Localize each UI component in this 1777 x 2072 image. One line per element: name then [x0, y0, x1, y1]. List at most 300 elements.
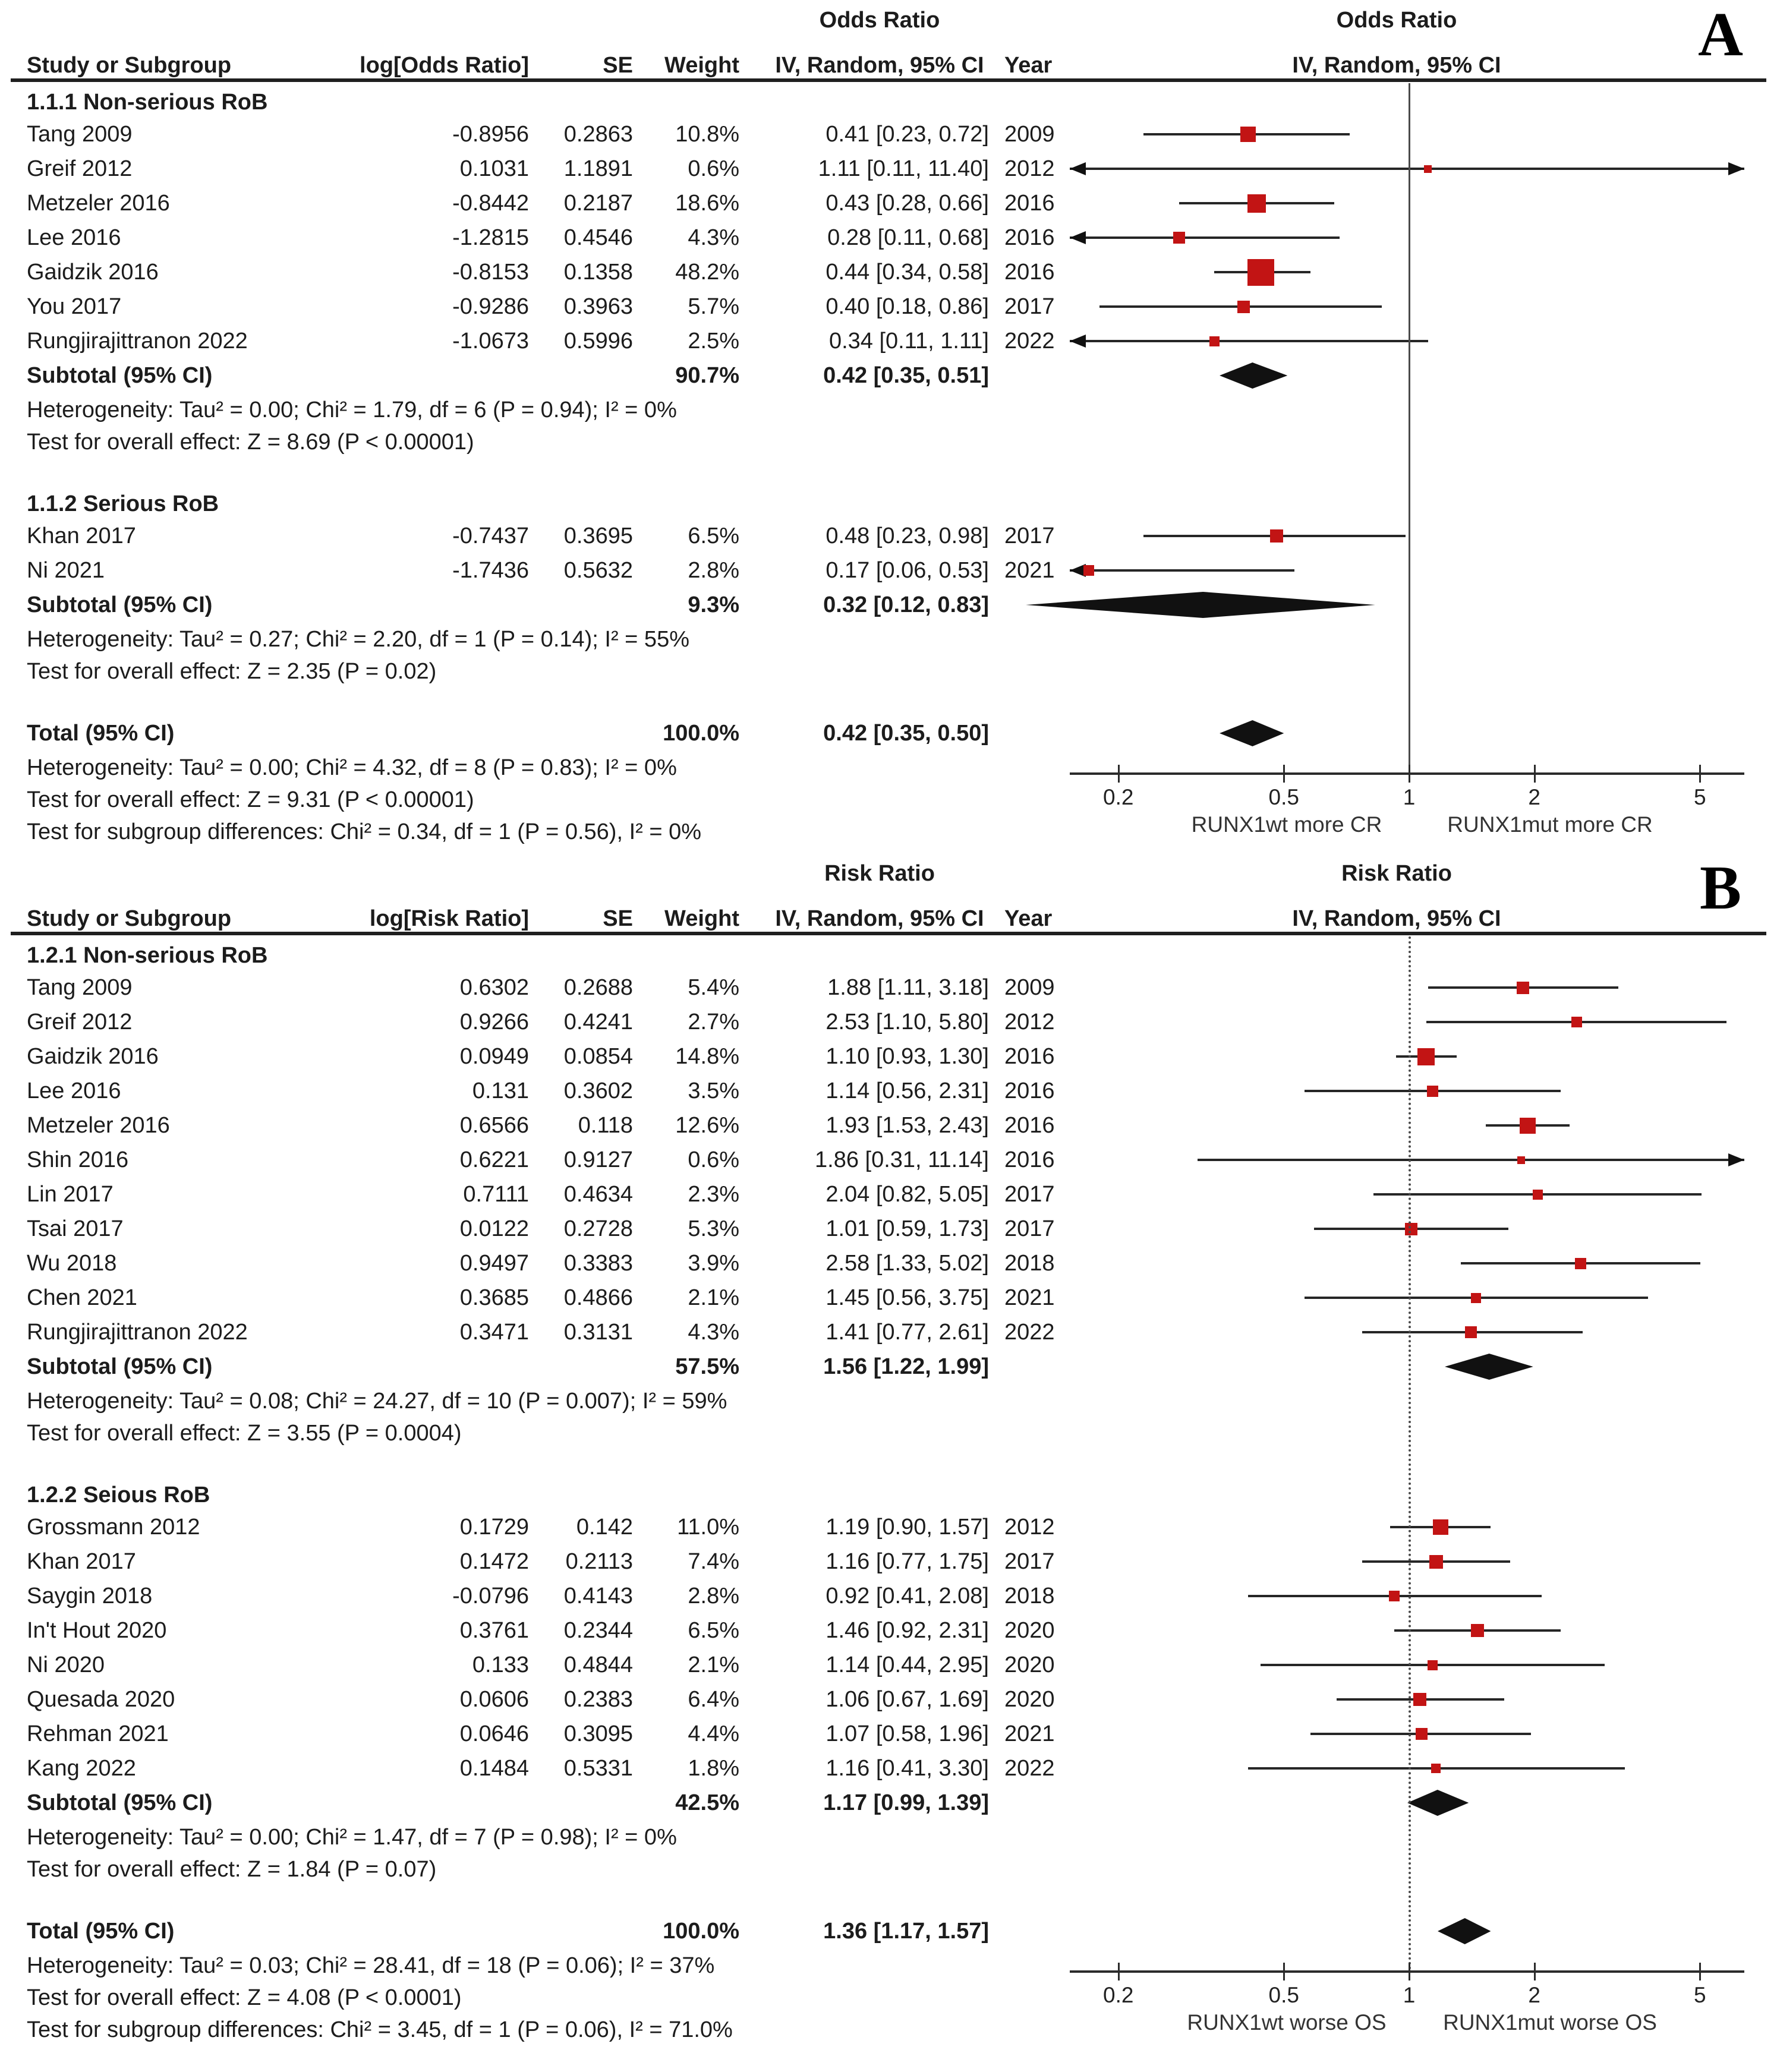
se-value: 0.5331	[563, 1756, 633, 1781]
year-value: 2016	[1004, 1044, 1055, 1069]
weight-value: 2.1%	[688, 1652, 739, 1677]
col-header-log: log[Risk Ratio]	[369, 906, 529, 931]
subgroup-differences-line: Test for subgroup differences: Chi² = 3.45, df = 1 (P = 0.06), I² = 71.0%	[27, 2017, 733, 2042]
ci-value: 0.28 [0.11, 0.68]	[827, 225, 989, 250]
se-value: 0.3131	[563, 1320, 633, 1345]
effect-marker	[1517, 1156, 1525, 1164]
x-axis	[1070, 772, 1744, 775]
weight-value: 2.1%	[688, 1285, 739, 1310]
weight-value: 12.6%	[675, 1113, 739, 1138]
x-axis-tick	[1534, 765, 1536, 783]
weight-value: 10.8%	[675, 122, 739, 147]
study-label: Grossmann 2012	[27, 1515, 200, 1540]
ci-value: 0.44 [0.34, 0.58]	[826, 260, 989, 285]
study-label: Chen 2021	[27, 1285, 137, 1310]
ci-value: 1.46 [0.92, 2.31]	[826, 1618, 989, 1643]
year-value: 2016	[1004, 225, 1055, 250]
ci-value: 2.58 [1.33, 5.02]	[826, 1251, 989, 1276]
study-label: Ni 2020	[27, 1652, 105, 1677]
x-axis-tick-label: 2	[1528, 1983, 1541, 2007]
weight-value: 14.8%	[675, 1044, 739, 1069]
col-header-weight: Weight	[664, 53, 739, 78]
effect-marker	[1571, 1017, 1582, 1027]
se-value: 0.2688	[563, 975, 633, 1000]
year-value: 2016	[1004, 191, 1055, 216]
overall-effect-line: Test for overall effect: Z = 3.55 (P = 0.0004)	[27, 1421, 462, 1446]
weight-value: 7.4%	[688, 1549, 739, 1574]
col-header-ci-plot: IV, Random, 95% CI	[1292, 906, 1501, 931]
study-label: Subtotal (95% CI)	[27, 1790, 213, 1815]
x-axis-tick	[1699, 765, 1701, 783]
study-label: Greif 2012	[27, 1010, 133, 1035]
study-label: Ni 2021	[27, 558, 105, 583]
log-value: -0.9286	[452, 294, 529, 319]
ci-value: 1.06 [0.67, 1.69]	[826, 1687, 989, 1712]
x-axis-tick	[1118, 1963, 1120, 1980]
weight-value: 2.8%	[688, 1584, 739, 1609]
x-axis-tick	[1409, 765, 1410, 783]
effect-marker	[1209, 336, 1220, 346]
year-value: 2017	[1004, 1549, 1055, 1574]
log-value: -0.8956	[452, 122, 529, 147]
se-value: 0.2344	[563, 1618, 633, 1643]
ci-value: 1.14 [0.56, 2.31]	[826, 1078, 989, 1103]
weight-value: 100.0%	[663, 1919, 739, 1944]
study-label: Gaidzik 2016	[27, 1044, 159, 1069]
arrow-right-icon	[1728, 162, 1744, 175]
year-value: 2020	[1004, 1652, 1055, 1677]
study-label: Khan 2017	[27, 523, 136, 548]
effect-marker	[1247, 259, 1274, 286]
year-value: 2016	[1004, 260, 1055, 285]
log-value: 0.7111	[463, 1182, 529, 1207]
ci-value: 0.42 [0.35, 0.50]	[823, 721, 989, 746]
se-value: 0.0854	[563, 1044, 633, 1069]
effect-marker	[1517, 982, 1529, 994]
study-label: Rungjirajittranon 2022	[27, 329, 248, 354]
se-value: 1.1891	[563, 156, 633, 181]
x-axis-tick	[1283, 765, 1285, 783]
null-effect-line	[1409, 936, 1411, 1970]
pooled-diamond	[1026, 592, 1375, 618]
header-rule	[11, 78, 1766, 82]
weight-value: 4.4%	[688, 1721, 739, 1746]
effect-marker	[1431, 1764, 1441, 1773]
effect-marker	[1237, 301, 1250, 313]
weight-value: 4.3%	[688, 225, 739, 250]
weight-value: 6.5%	[688, 523, 739, 548]
group-header: 1.2.2 Seious RoB	[27, 1483, 210, 1508]
weight-value: 100.0%	[663, 721, 739, 746]
ci-value: 1.17 [0.99, 1.39]	[823, 1790, 989, 1815]
x-axis-tick-label: 0.2	[1103, 1983, 1134, 2007]
weight-value: 48.2%	[675, 260, 739, 285]
study-label: Lin 2017	[27, 1182, 114, 1207]
se-value: 0.5632	[563, 558, 633, 583]
weight-value: 11.0%	[677, 1515, 739, 1540]
ci-value: 1.14 [0.44, 2.95]	[826, 1652, 989, 1677]
col-header-se: SE	[603, 906, 633, 931]
se-value: 0.3602	[563, 1078, 633, 1103]
arrow-left-icon	[1070, 162, 1086, 175]
pooled-diamond	[1445, 1354, 1533, 1380]
group-header: 1.1.1 Non-serious RoB	[27, 90, 268, 115]
effect-marker	[1465, 1326, 1477, 1338]
ci-line	[1198, 1159, 1744, 1161]
study-label: Subtotal (95% CI)	[27, 592, 213, 617]
se-value: 0.4844	[563, 1652, 633, 1677]
ci-value: 0.43 [0.28, 0.66]	[826, 191, 989, 216]
heterogeneity-line: Heterogeneity: Tau² = 0.00; Chi² = 1.79, df = 6 (P = 0.94); I² = 0%	[27, 398, 677, 422]
panel-letter: A	[1698, 0, 1743, 69]
x-axis-tick-label: 2	[1528, 785, 1541, 809]
total-heterogeneity-line: Heterogeneity: Tau² = 0.03; Chi² = 28.41, df = 18 (P = 0.06); I² = 37%	[27, 1953, 715, 1978]
study-label: You 2017	[27, 294, 122, 319]
ci-value: 0.32 [0.12, 0.83]	[823, 592, 989, 617]
year-value: 2018	[1004, 1251, 1055, 1276]
ci-value: 1.10 [0.93, 1.30]	[826, 1044, 989, 1069]
arrow-left-icon	[1070, 231, 1086, 244]
log-value: -0.8153	[452, 260, 529, 285]
forest-panel-a	[0, 0, 1777, 847]
study-label: Metzeler 2016	[27, 191, 170, 216]
se-value: 0.2113	[565, 1549, 633, 1574]
year-value: 2022	[1004, 329, 1055, 354]
effect-marker	[1533, 1190, 1543, 1200]
col-header-ci: IV, Random, 95% CI	[775, 906, 984, 931]
x-axis-tick-label: 5	[1693, 1983, 1706, 2007]
arrow-right-icon	[1728, 1153, 1744, 1166]
weight-value: 5.7%	[688, 294, 739, 319]
log-value: -0.8442	[452, 191, 529, 216]
col-header-se: SE	[603, 53, 633, 78]
study-label: Lee 2016	[27, 225, 121, 250]
se-value: 0.4241	[563, 1010, 633, 1035]
axis-right-direction-label: RUNX1mut worse OS	[1443, 2010, 1657, 2035]
effect-title-plot-column: Odds Ratio	[1336, 8, 1457, 33]
ci-value: 1.19 [0.90, 1.57]	[826, 1515, 989, 1540]
ci-value: 0.42 [0.35, 0.51]	[823, 363, 989, 388]
axis-right-direction-label: RUNX1mut more CR	[1447, 812, 1653, 837]
effect-marker	[1270, 529, 1283, 543]
x-axis-tick	[1534, 1963, 1536, 1980]
study-label: Gaidzik 2016	[27, 260, 159, 285]
log-value: 0.1729	[459, 1515, 529, 1540]
se-value: 0.3095	[563, 1721, 633, 1746]
se-value: 0.1358	[563, 260, 633, 285]
study-label: Total (95% CI)	[27, 721, 175, 746]
log-value: 0.6221	[459, 1147, 529, 1172]
x-axis-tick	[1699, 1963, 1701, 1980]
weight-value: 2.7%	[688, 1010, 739, 1035]
study-label: Shin 2016	[27, 1147, 129, 1172]
weight-value: 3.9%	[688, 1251, 739, 1276]
year-value: 2017	[1004, 1216, 1055, 1241]
log-value: 0.3685	[459, 1285, 529, 1310]
arrow-left-icon	[1070, 335, 1086, 348]
weight-value: 2.8%	[688, 558, 739, 583]
study-label: Kang 2022	[27, 1756, 136, 1781]
se-value: 0.2863	[563, 122, 633, 147]
x-axis-tick-label: 0.5	[1268, 1983, 1299, 2007]
study-label: Quesada 2020	[27, 1687, 175, 1712]
study-label: Lee 2016	[27, 1078, 121, 1103]
weight-value: 18.6%	[675, 191, 739, 216]
study-label: Tang 2009	[27, 975, 133, 1000]
se-value: 0.142	[576, 1515, 633, 1540]
forest-panel-b	[0, 847, 1777, 2072]
study-label: Rehman 2021	[27, 1721, 169, 1746]
log-value: 0.6302	[459, 975, 529, 1000]
study-label: Saygin 2018	[27, 1584, 153, 1609]
ci-value: 0.40 [0.18, 0.86]	[826, 294, 989, 319]
year-value: 2016	[1004, 1078, 1055, 1103]
x-axis-tick-label: 1	[1403, 785, 1416, 809]
se-value: 0.4866	[563, 1285, 633, 1310]
se-value: 0.2728	[563, 1216, 633, 1241]
weight-value: 4.3%	[688, 1320, 739, 1345]
col-header-year: Year	[1004, 53, 1053, 78]
weight-value: 3.5%	[688, 1078, 739, 1103]
ci-line	[1070, 168, 1744, 170]
weight-value: 5.4%	[688, 975, 739, 1000]
x-axis-tick-label: 1	[1403, 1983, 1416, 2007]
overall-effect-line: Test for overall effect: Z = 2.35 (P = 0.02)	[27, 659, 437, 684]
study-label: Greif 2012	[27, 156, 133, 181]
log-value: 0.131	[472, 1078, 529, 1103]
pooled-diamond	[1220, 362, 1287, 389]
ci-value: 1.86 [0.31, 11.14]	[815, 1147, 989, 1172]
weight-value: 2.5%	[688, 329, 739, 354]
log-value: 0.0122	[459, 1216, 529, 1241]
log-value: 0.0606	[459, 1687, 529, 1712]
ci-value: 1.16 [0.41, 3.30]	[826, 1756, 989, 1781]
col-header-ci: IV, Random, 95% CI	[775, 53, 984, 78]
study-label: Subtotal (95% CI)	[27, 363, 213, 388]
effect-title-plot-column: Risk Ratio	[1341, 861, 1452, 886]
year-value: 2017	[1004, 1182, 1055, 1207]
year-value: 2017	[1004, 523, 1055, 548]
weight-value: 6.5%	[688, 1618, 739, 1643]
year-value: 2018	[1004, 1584, 1055, 1609]
study-label: Tsai 2017	[27, 1216, 124, 1241]
ci-value: 0.17 [0.06, 0.53]	[826, 558, 989, 583]
year-value: 2020	[1004, 1618, 1055, 1643]
se-value: 0.4634	[563, 1182, 633, 1207]
study-label: Metzeler 2016	[27, 1113, 170, 1138]
weight-value: 6.4%	[688, 1687, 739, 1712]
col-header-log: log[Odds Ratio]	[360, 53, 529, 78]
year-value: 2009	[1004, 975, 1055, 1000]
weight-value: 90.7%	[675, 363, 739, 388]
effect-title-text-column: Risk Ratio	[824, 861, 935, 886]
se-value: 0.3695	[563, 523, 633, 548]
log-value: 0.133	[472, 1652, 529, 1677]
log-value: 0.9497	[459, 1251, 529, 1276]
col-header-study: Study or Subgroup	[27, 53, 232, 78]
study-label: Wu 2018	[27, 1251, 117, 1276]
group-header: 1.2.1 Non-serious RoB	[27, 943, 268, 968]
weight-value: 57.5%	[675, 1354, 739, 1379]
subgroup-differences-line: Test for subgroup differences: Chi² = 0.34, df = 1 (P = 0.56), I² = 0%	[27, 819, 702, 844]
study-label: Tang 2009	[27, 122, 133, 147]
se-value: 0.2187	[563, 191, 633, 216]
effect-marker	[1433, 1519, 1448, 1535]
pooled-diamond	[1407, 1790, 1469, 1816]
ci-value: 2.04 [0.82, 5.05]	[826, 1182, 989, 1207]
log-value: 0.9266	[459, 1010, 529, 1035]
group-header: 1.1.2 Serious RoB	[27, 491, 219, 516]
se-value: 0.118	[578, 1113, 633, 1138]
heterogeneity-line: Heterogeneity: Tau² = 0.08; Chi² = 24.27, df = 10 (P = 0.007); I² = 59%	[27, 1389, 727, 1414]
ci-line	[1070, 340, 1428, 342]
year-value: 2021	[1004, 1721, 1055, 1746]
weight-value: 5.3%	[688, 1216, 739, 1241]
year-value: 2009	[1004, 122, 1055, 147]
ci-value: 1.56 [1.22, 1.99]	[823, 1354, 989, 1379]
se-value: 0.2383	[563, 1687, 633, 1712]
weight-value: 1.8%	[688, 1756, 739, 1781]
log-value: 0.3471	[459, 1320, 529, 1345]
weight-value: 2.3%	[688, 1182, 739, 1207]
year-value: 2022	[1004, 1320, 1055, 1345]
pooled-diamond	[1220, 720, 1284, 746]
ci-value: 0.48 [0.23, 0.98]	[826, 523, 989, 548]
ci-line	[1070, 569, 1294, 572]
study-label: Rungjirajittranon 2022	[27, 1320, 248, 1345]
se-value: 0.5996	[563, 329, 633, 354]
year-value: 2016	[1004, 1113, 1055, 1138]
log-value: 0.0646	[459, 1721, 529, 1746]
panel-letter: B	[1699, 853, 1742, 922]
effect-marker	[1429, 1555, 1443, 1569]
se-value: 0.4143	[563, 1584, 633, 1609]
ci-value: 1.16 [0.77, 1.75]	[826, 1549, 989, 1574]
axis-left-direction-label: RUNX1wt worse OS	[1187, 2010, 1387, 2035]
ci-value: 0.41 [0.23, 0.72]	[826, 122, 989, 147]
log-value: 0.6566	[459, 1113, 529, 1138]
year-value: 2016	[1004, 1147, 1055, 1172]
effect-marker	[1247, 194, 1266, 213]
year-value: 2012	[1004, 156, 1055, 181]
se-value: 0.9127	[563, 1147, 633, 1172]
effect-marker	[1428, 1660, 1438, 1670]
effect-marker	[1427, 1086, 1438, 1097]
ci-value: 1.93 [1.53, 2.43]	[826, 1113, 989, 1138]
weight-value: 42.5%	[675, 1790, 739, 1815]
x-axis-tick	[1283, 1963, 1285, 1980]
effect-marker	[1417, 1048, 1435, 1065]
year-value: 2022	[1004, 1756, 1055, 1781]
effect-marker	[1471, 1293, 1481, 1303]
ci-line	[1070, 236, 1340, 239]
effect-marker	[1083, 565, 1094, 576]
effect-marker	[1405, 1223, 1417, 1235]
heterogeneity-line: Heterogeneity: Tau² = 0.00; Chi² = 1.47, df = 7 (P = 0.98); I² = 0%	[27, 1825, 677, 1850]
log-value: 0.0949	[459, 1044, 529, 1069]
ci-value: 2.53 [1.10, 5.80]	[826, 1010, 989, 1035]
heterogeneity-line: Heterogeneity: Tau² = 0.27; Chi² = 2.20, df = 1 (P = 0.14); I² = 55%	[27, 627, 689, 652]
x-axis-tick	[1409, 1963, 1410, 1980]
year-value: 2021	[1004, 1285, 1055, 1310]
effect-marker	[1416, 1728, 1428, 1740]
total-overall-effect-line: Test for overall effect: Z = 9.31 (P < 0.00001)	[27, 787, 474, 812]
log-value: 0.1472	[459, 1549, 529, 1574]
total-heterogeneity-line: Heterogeneity: Tau² = 0.00; Chi² = 4.32, df = 8 (P = 0.83); I² = 0%	[27, 755, 677, 780]
effect-marker	[1424, 165, 1432, 173]
year-value: 2017	[1004, 294, 1055, 319]
overall-effect-line: Test for overall effect: Z = 8.69 (P < 0.00001)	[27, 430, 474, 455]
col-header-year: Year	[1004, 906, 1053, 931]
study-label: Subtotal (95% CI)	[27, 1354, 213, 1379]
ci-value: 1.88 [1.11, 3.18]	[827, 975, 989, 1000]
effect-marker	[1575, 1258, 1586, 1269]
weight-value: 0.6%	[688, 156, 739, 181]
log-value: -1.2815	[452, 225, 529, 250]
ci-value: 1.36 [1.17, 1.57]	[823, 1919, 989, 1944]
log-value: -1.7436	[452, 558, 529, 583]
x-axis-tick	[1118, 765, 1120, 783]
year-value: 2021	[1004, 558, 1055, 583]
log-value: -0.7437	[452, 523, 529, 548]
effect-marker	[1413, 1693, 1426, 1706]
study-label: Khan 2017	[27, 1549, 136, 1574]
x-axis-tick-label: 0.5	[1268, 785, 1299, 809]
ci-value: 0.92 [0.41, 2.08]	[826, 1584, 989, 1609]
se-value: 0.4546	[563, 225, 633, 250]
effect-title-text-column: Odds Ratio	[819, 8, 940, 33]
total-overall-effect-line: Test for overall effect: Z = 4.08 (P < 0.0001)	[27, 1985, 462, 2010]
effect-marker	[1520, 1118, 1536, 1134]
ci-value: 1.41 [0.77, 2.61]	[826, 1320, 989, 1345]
year-value: 2020	[1004, 1687, 1055, 1712]
effect-marker	[1389, 1591, 1400, 1601]
x-axis-tick-label: 5	[1693, 785, 1706, 809]
pooled-diamond	[1438, 1918, 1491, 1944]
log-value: 0.3761	[459, 1618, 529, 1643]
ci-value: 1.11 [0.11, 11.40]	[818, 156, 989, 181]
year-value: 2012	[1004, 1010, 1055, 1035]
ci-value: 1.45 [0.56, 3.75]	[826, 1285, 989, 1310]
effect-marker	[1173, 232, 1185, 244]
x-axis-tick-label: 0.2	[1103, 785, 1134, 809]
axis-left-direction-label: RUNX1wt more CR	[1191, 812, 1382, 837]
se-value: 0.3963	[563, 294, 633, 319]
log-value: 0.1484	[459, 1756, 529, 1781]
effect-marker	[1471, 1624, 1484, 1637]
log-value: -0.0796	[452, 1584, 529, 1609]
null-effect-line	[1409, 83, 1410, 772]
study-label: In't Hout 2020	[27, 1618, 167, 1643]
effect-marker	[1240, 127, 1256, 142]
ci-value: 1.01 [0.59, 1.73]	[826, 1216, 989, 1241]
weight-value: 9.3%	[688, 592, 739, 617]
se-value: 0.3383	[563, 1251, 633, 1276]
year-value: 2012	[1004, 1515, 1055, 1540]
ci-value: 1.07 [0.58, 1.96]	[826, 1721, 989, 1746]
x-axis	[1070, 1970, 1744, 1973]
log-value: -1.0673	[452, 329, 529, 354]
col-header-study: Study or Subgroup	[27, 906, 232, 931]
study-label: Total (95% CI)	[27, 1919, 175, 1944]
overall-effect-line: Test for overall effect: Z = 1.84 (P = 0.07)	[27, 1857, 437, 1882]
col-header-weight: Weight	[664, 906, 739, 931]
header-rule	[11, 932, 1766, 935]
ci-value: 0.34 [0.11, 1.11]	[828, 329, 989, 354]
log-value: 0.1031	[459, 156, 529, 181]
col-header-ci-plot: IV, Random, 95% CI	[1292, 53, 1501, 78]
weight-value: 0.6%	[688, 1147, 739, 1172]
